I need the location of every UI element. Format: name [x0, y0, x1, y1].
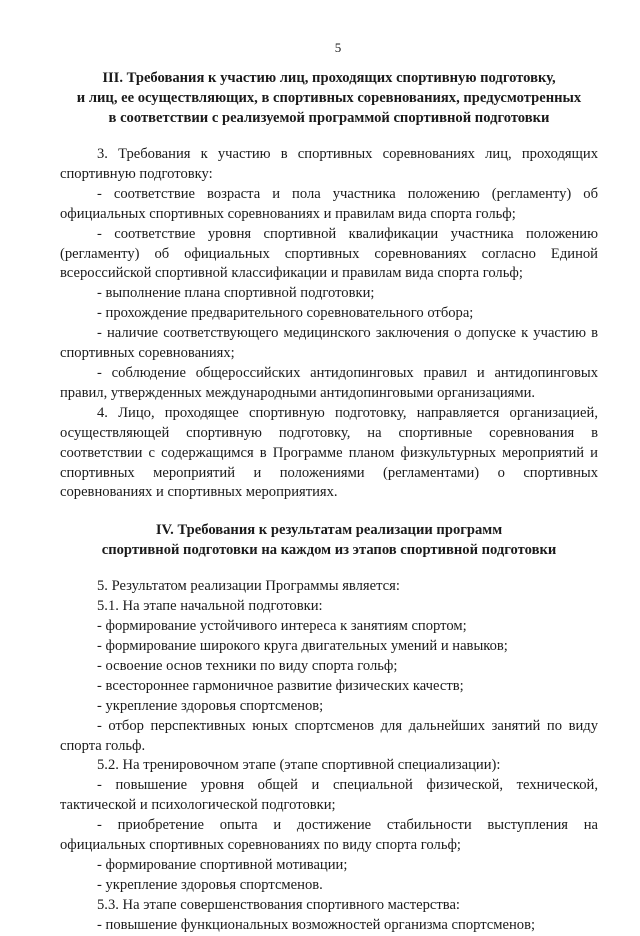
- list-item: - соответствие возраста и пола участника положению (регламенту) об официальных спортивных соревнованиях и правилам вида спорта гольф;: [60, 185, 598, 222]
- list-item: - приобретение опыта и достижение стабильности выступления на официальных спортивных соревнованиях по виду спорта гольф;: [60, 817, 598, 854]
- paragraph: 5. Результатом реализации Программы является:: [97, 578, 400, 595]
- list-item: - соответствие уровня спортивной квалификации участника положению (регламенту) об официальных спортивных соревнованиях согласно Единой всероссийской спортивной классификации и правилам вида спорта гольф;: [60, 225, 598, 282]
- paragraph: 3. Требования к участию в спортивных соревнованиях лиц, проходящих спортивную подготовку:: [60, 146, 598, 182]
- list-item: - отбор перспективных юных спортсменов для дальнейших занятий по виду спорта гольф.: [60, 717, 598, 754]
- section-3-body: [60, 145, 598, 503]
- paragraph: 4. Лицо, проходящее спортивную подготовку, направляется организацией, осуществляющей спортивную подготовку, на спортивные соревнования в соответствии с содержащимся в Программе планом физкультурных мероприятий и спортивных мероприятий и положениями (регламентами) о спортивных соревнованиях и спортивных мероприятиях.: [60, 404, 598, 501]
- list-item: - формирование спортивной мотивации;: [97, 857, 348, 873]
- paragraph: 5.2. На тренировочном этапе (этапе спортивной специализации):: [97, 757, 501, 774]
- list-item: - наличие соответствующего медицинского заключения о допуске к участию в спортивных соревнованиях;: [60, 325, 598, 362]
- section-3-heading-line: в соответствии с реализуемой программой спортивной подготовки: [108, 110, 550, 126]
- list-item: - укрепление здоровья спортсменов.: [97, 876, 323, 893]
- list-item: - повышение функциональных возможностей организма спортсменов;: [97, 916, 536, 933]
- section-3-heading-line: III. Требования к участию лиц, проходящих спортивную подготовку,: [102, 70, 556, 86]
- section-3-heading: [60, 68, 598, 128]
- list-item: - формирование широкого круга двигательных умений и навыков;: [97, 638, 508, 655]
- section-4-heading-line: спортивной подготовки на каждом из этапов спортивной подготовки: [101, 542, 557, 559]
- section-4-heading: [60, 520, 598, 560]
- paragraph: 5.3. На этапе совершенствования спортивного мастерства:: [97, 896, 460, 913]
- list-item: - всестороннее гармоничное развитие физических качеств;: [97, 677, 464, 694]
- list-item: - освоение основ техники по виду спорта гольф;: [97, 657, 398, 674]
- list-item: - повышение уровня общей и специальной физической, технической, тактической и психологической подготовки;: [60, 777, 598, 814]
- list-item: - соблюдение общероссийских антидопинговых правил и антидопинговых правил, утвержденных международными антидопинговыми организациями.: [60, 364, 598, 401]
- section-4-heading-line: IV. Требования к результатам реализации программ: [155, 522, 503, 539]
- list-item: - укрепление здоровья спортсменов;: [97, 697, 324, 714]
- page-number: 5: [334, 40, 342, 55]
- list-item: - выполнение плана спортивной подготовки;: [97, 285, 375, 302]
- list-item: - формирование устойчивого интереса к занятиям спортом;: [97, 618, 467, 635]
- list-item: - прохождение предварительного соревновательного отбора;: [97, 305, 474, 322]
- paragraph: 5.1. На этапе начальной подготовки:: [97, 598, 323, 615]
- section-4-body: [60, 577, 598, 935]
- section-3-heading-line: и лиц, ее осуществляющих, в спортивных соревнованиях, предусмотренных: [76, 90, 582, 106]
